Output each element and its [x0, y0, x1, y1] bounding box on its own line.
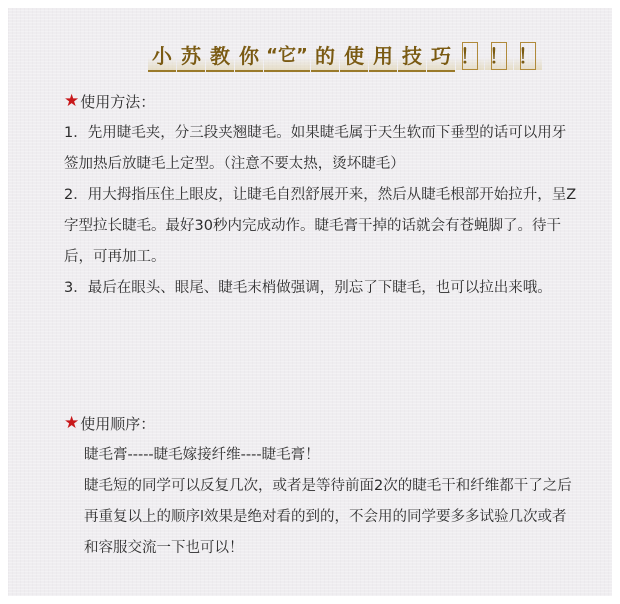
- star-icon: ★: [64, 413, 80, 433]
- usage-section: [64, 90, 580, 304]
- title-char: ！: [456, 38, 484, 70]
- title-char: 教: [206, 38, 234, 72]
- title-char: 用: [369, 38, 397, 72]
- title-char: ！: [485, 38, 513, 70]
- usage-heading-label: 使用方法：: [80, 92, 156, 111]
- usage-step: 3．最后在眼头、眼尾、睫毛末梢做强调，别忘了下睫毛，也可以拉出来哦。: [64, 280, 552, 296]
- title-char: 小: [148, 38, 176, 72]
- title-char: 苏: [177, 38, 205, 72]
- usage-step: 2．用大拇指压住上眼皮，让睫毛自烈舒展开来，然后从睫毛根部开始拉升，呈Z字型拉长睫毛。最好30秒内完成动作。睫毛膏干掉的话就会有苍蝇脚了。待干后，可再加工。: [64, 187, 577, 265]
- order-heading: [64, 412, 580, 434]
- usage-step: 1．先用睫毛夹，分三段夹翘睫毛。如果睫毛属于天生软而下垂型的话可以用牙签加热后放睫毛上定型。（注意不要太热，烫坏睫毛）: [64, 125, 567, 172]
- order-note: 睫毛短的同学可以反复几次，或者是等待前面2次的睫毛干和纤维都干了之后再重复以上的顺序l效果是绝对看的到的，不会用的同学要多多试验几次或者和容服交流一下也可以！: [84, 478, 572, 556]
- title-char: 巧: [427, 38, 455, 72]
- star-icon: ★: [64, 91, 80, 111]
- order-heading-label: 使用顺序：: [80, 414, 156, 433]
- order-section: [64, 412, 580, 564]
- page-title: [148, 38, 542, 72]
- order-sequence: 睫毛膏-----睫毛嫁接纤维----睫毛膏！: [84, 447, 320, 463]
- title-char: ！: [514, 38, 542, 70]
- title-char: 的: [311, 38, 339, 72]
- title-char: 使: [340, 38, 368, 72]
- title-char: 技: [398, 38, 426, 72]
- usage-heading: [64, 90, 580, 112]
- title-char: 你: [235, 38, 263, 72]
- title-char: “它”: [264, 38, 310, 72]
